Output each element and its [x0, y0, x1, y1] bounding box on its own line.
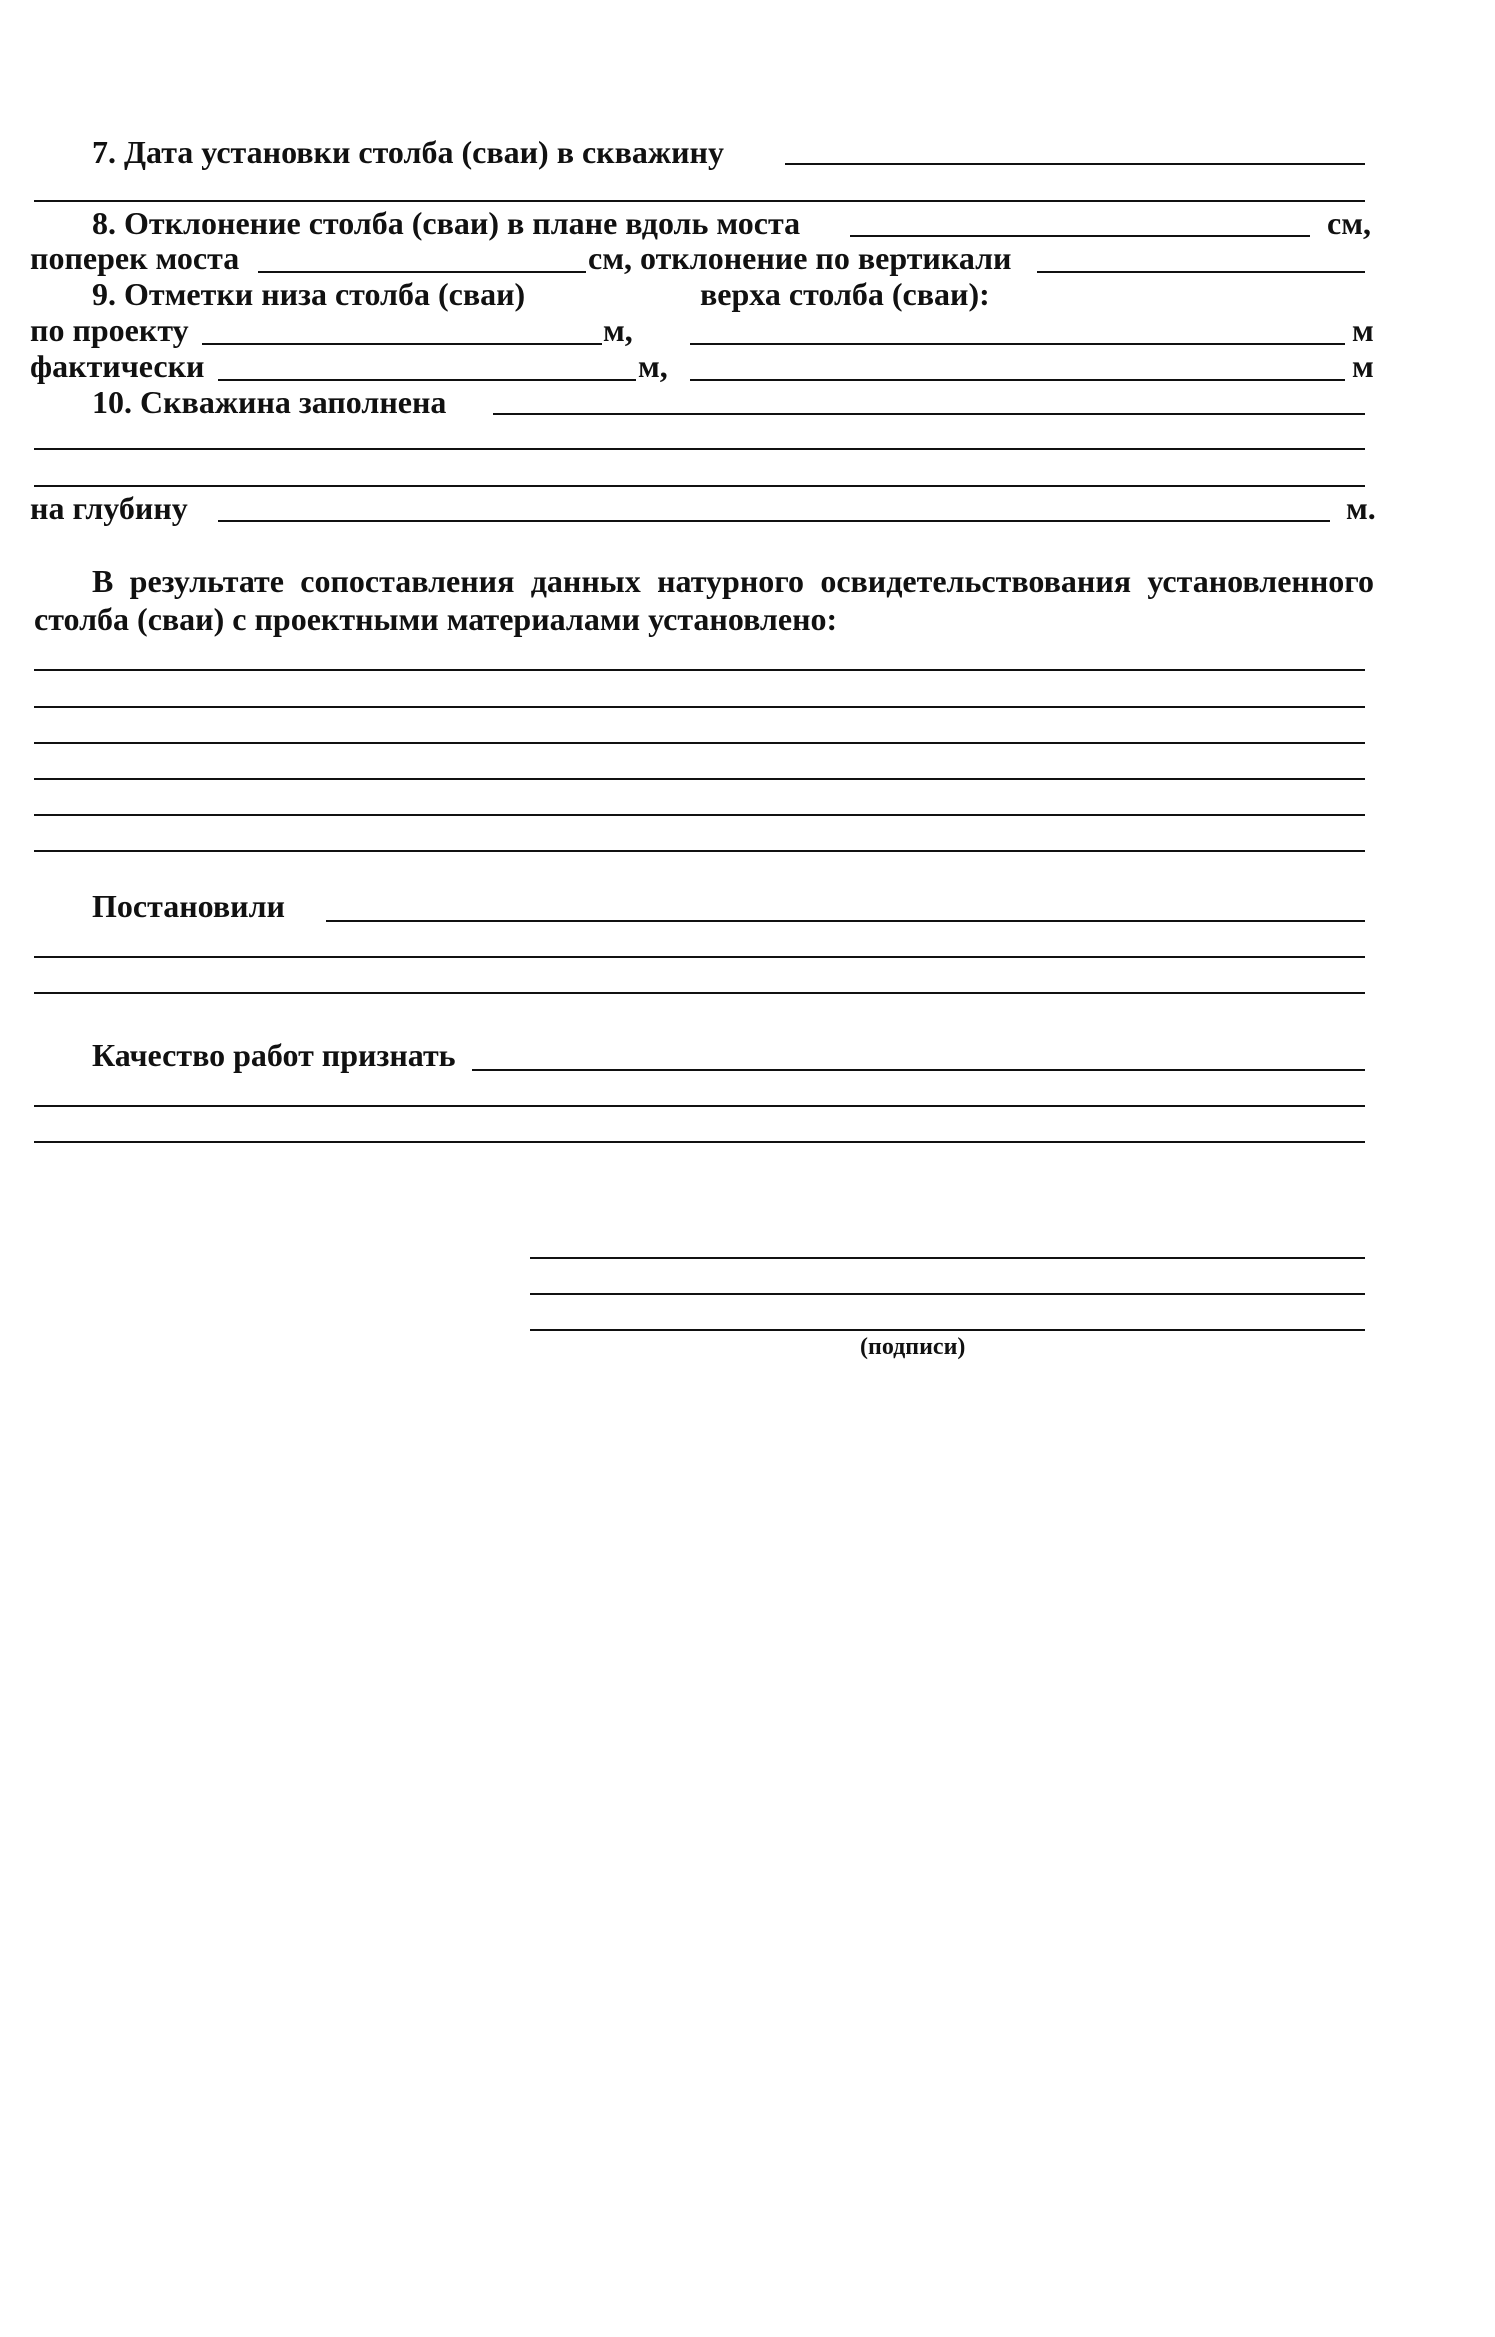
signature-line-2	[530, 1293, 1365, 1295]
item10-continuation-line-1	[34, 448, 1365, 450]
item8-vertical-label: см, отклонение по вертикали	[588, 240, 1012, 276]
item9-actual-bottom-blank-line	[218, 379, 636, 381]
decided-line-2	[34, 956, 1365, 958]
item10-depth-label: на глубину	[30, 490, 188, 526]
decided-line-3	[34, 992, 1365, 994]
result-line-5	[34, 814, 1365, 816]
item7-label: 7. Дата установки столба (сваи) в скважину	[92, 134, 724, 170]
item9-project-top-blank-line	[690, 343, 1345, 345]
item8-unit-cm: см,	[1327, 205, 1371, 241]
item9-actual-unit-m: м	[1352, 348, 1374, 384]
item10-depth-blank-line	[218, 520, 1330, 522]
item7-continuation-line	[34, 200, 1365, 202]
decided-label: Постановили	[92, 888, 285, 924]
quality-label: Качество работ признать	[92, 1037, 456, 1073]
item9-by-project-label: по проекту	[30, 312, 189, 348]
quality-blank-line	[472, 1069, 1365, 1071]
item9-label: 9. Отметки низа столба (сваи)	[92, 276, 526, 312]
signature-line-1	[530, 1257, 1365, 1259]
item10-continuation-line-2	[34, 485, 1365, 487]
item9-actual-unit-m-comma: м,	[638, 348, 668, 384]
item10-unit-m-dot: м.	[1346, 490, 1376, 526]
item8-label: 8. Отклонение столба (сваи) в плане вдоль моста	[92, 205, 801, 241]
item10-blank-line	[493, 413, 1365, 415]
item8-vertical-blank-line	[1037, 271, 1365, 273]
result-line-4	[34, 778, 1365, 780]
item9-project-bottom-blank-line	[202, 343, 602, 345]
item9-actual-label: фактически	[30, 348, 205, 384]
item8-along-blank-line	[850, 235, 1310, 237]
signatures-caption: (подписи)	[860, 1334, 966, 1360]
result-line-3	[34, 742, 1365, 744]
item7-blank-line	[785, 163, 1365, 165]
result-line-1	[34, 669, 1365, 671]
item8-across-label: поперек моста	[30, 240, 240, 276]
result-line-2	[34, 706, 1365, 708]
item9-top-label: верха столба (сваи):	[700, 276, 990, 312]
quality-line-3	[34, 1141, 1365, 1143]
item9-actual-top-blank-line	[690, 379, 1345, 381]
result-line-6	[34, 850, 1365, 852]
item9-project-unit-m-comma: м,	[603, 312, 633, 348]
item8-across-blank-line	[258, 271, 586, 273]
result-paragraph: В результате сопоставления данных натурного освидетельствования установленного столба (сваи) с проектными материалами установлено:	[34, 563, 1374, 637]
signature-line-3	[530, 1329, 1365, 1331]
item10-label: 10. Скважина заполнена	[92, 384, 447, 420]
decided-blank-line	[326, 920, 1365, 922]
item9-project-unit-m: м	[1352, 312, 1374, 348]
quality-line-2	[34, 1105, 1365, 1107]
